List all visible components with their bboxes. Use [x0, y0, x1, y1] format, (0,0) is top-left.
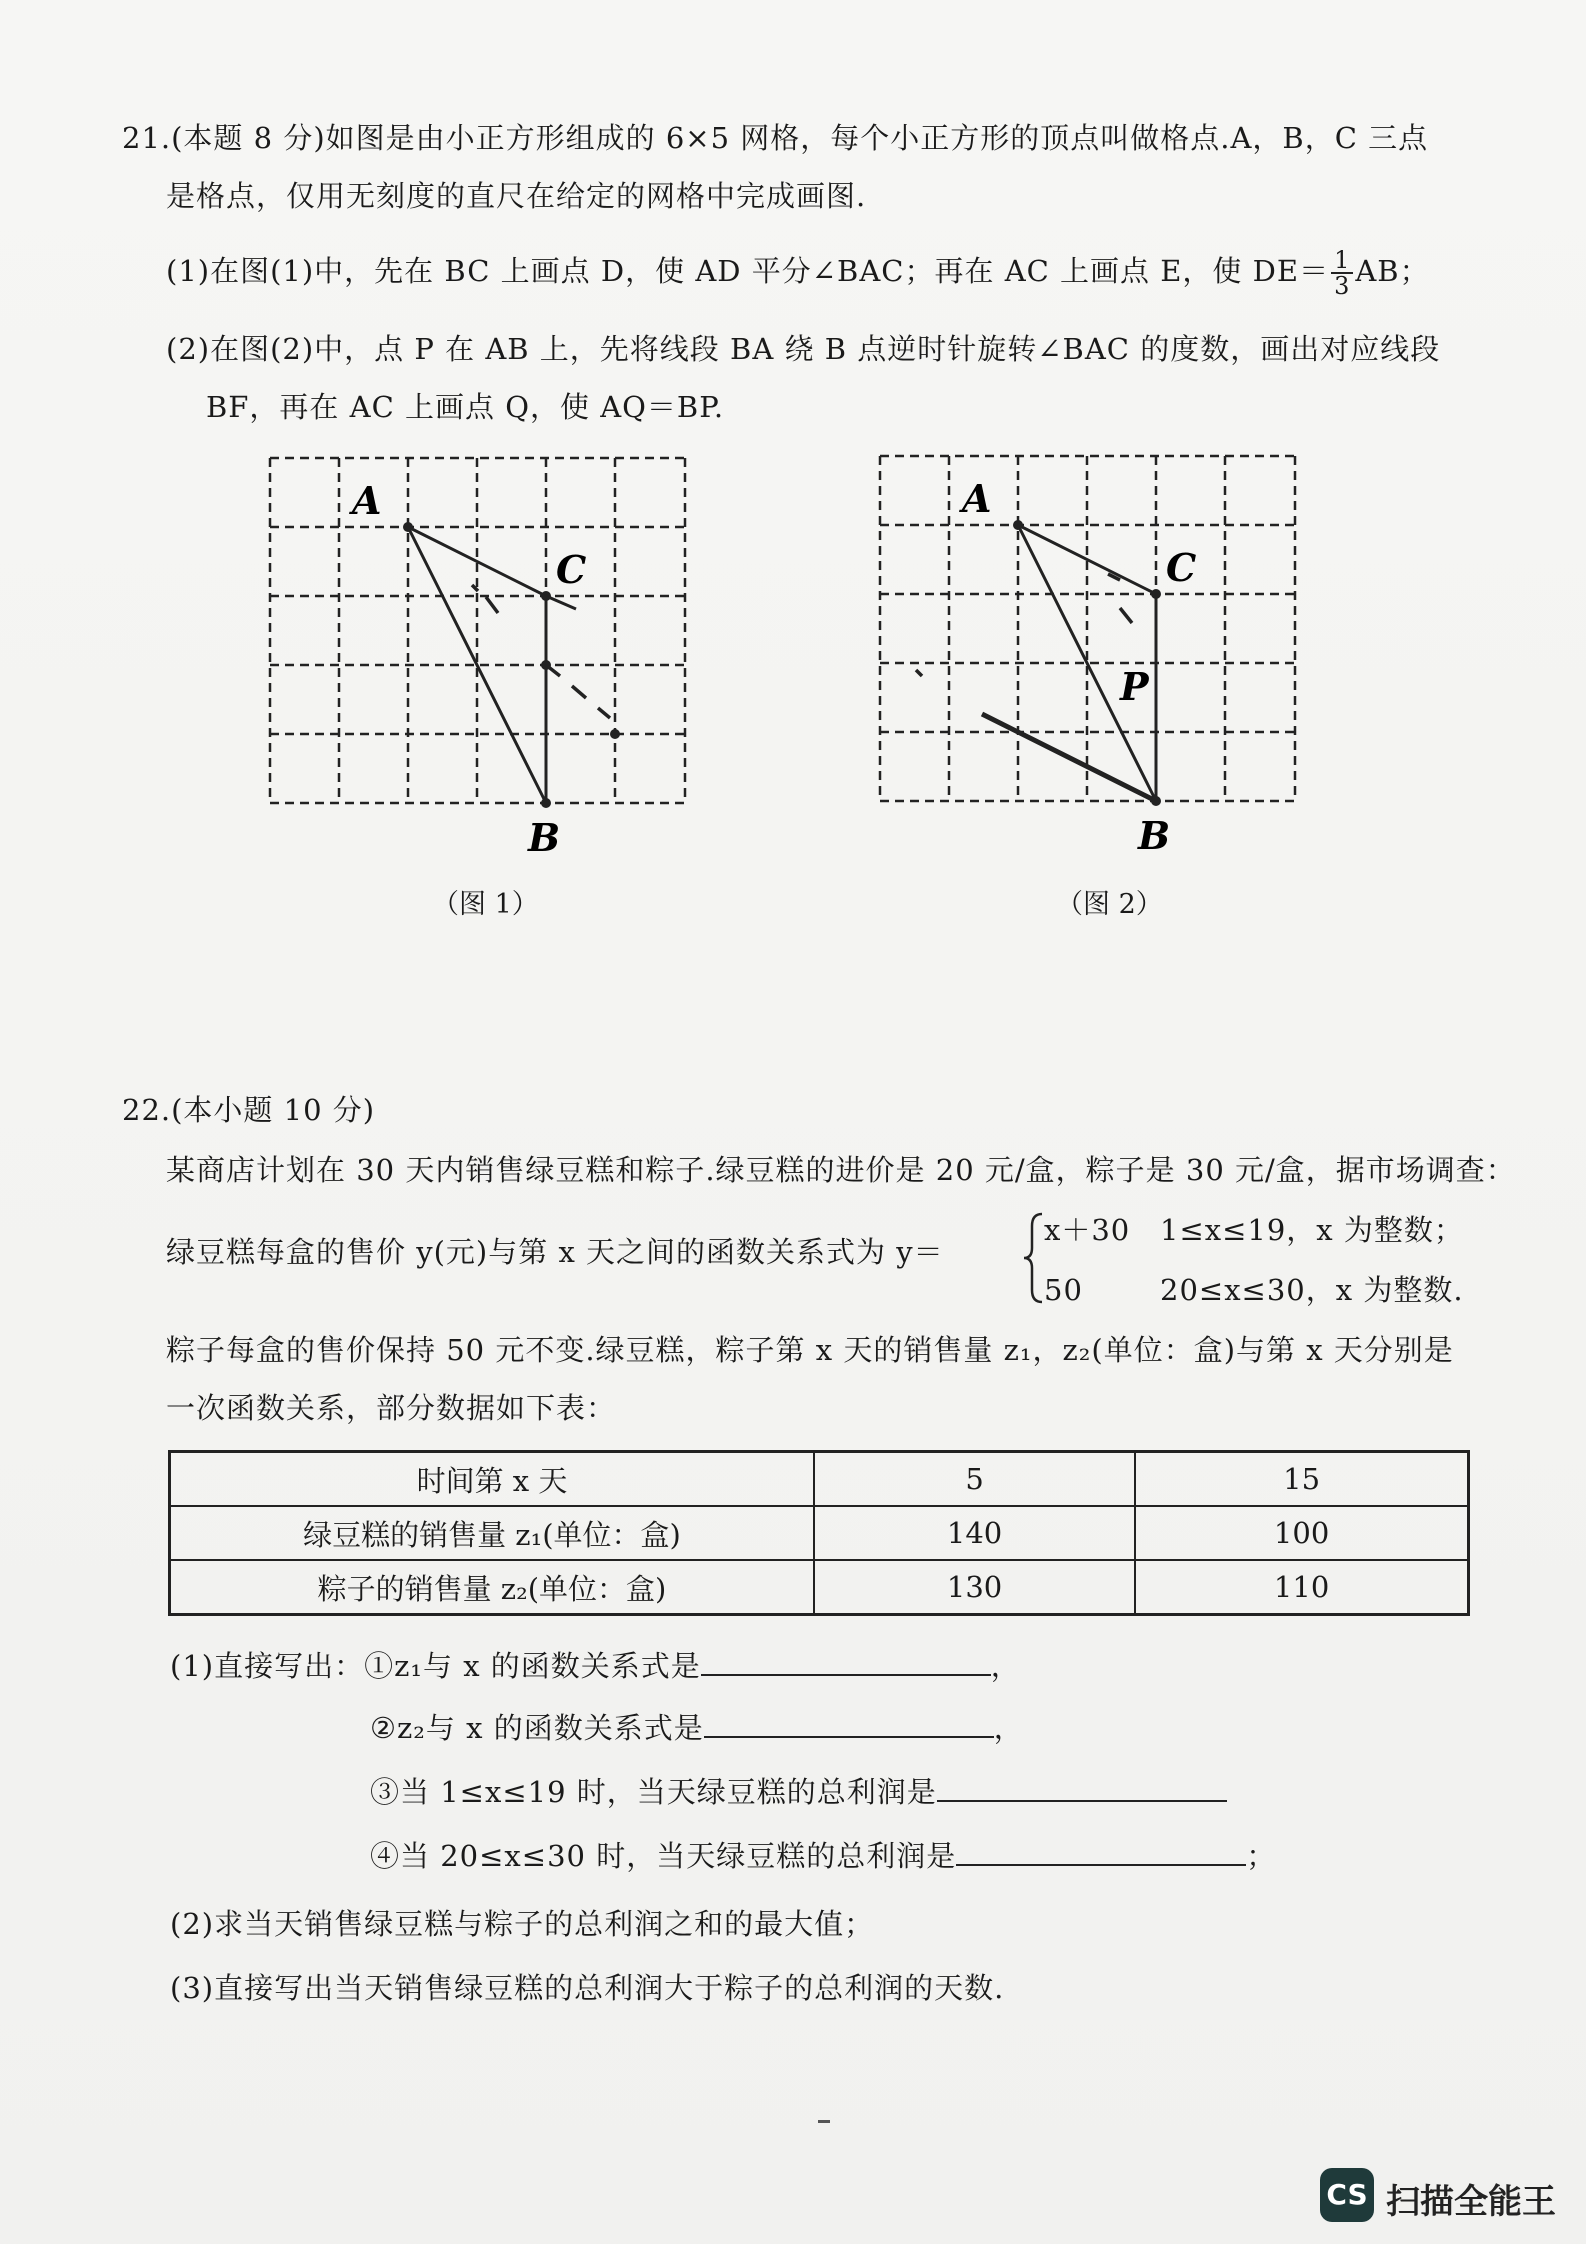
label-C: C [556, 547, 587, 592]
label-B: B [528, 815, 561, 860]
q22-sub4-text: ④当 20≤x≤30 时，当天绿豆糕的总利润是 [370, 1839, 957, 1873]
answer-blank[interactable] [701, 1644, 991, 1676]
table-cell: 100 [1135, 1506, 1468, 1560]
answer-blank[interactable] [937, 1770, 1227, 1802]
q21-part1-tail: AB； [1355, 254, 1430, 288]
piecewise-case1-expr: x＋30 [1044, 1213, 1131, 1247]
q21-head-line2: 是格点，仅用无刻度的直尺在给定的网格中完成画图. [166, 179, 867, 213]
label-B: B [1138, 813, 1171, 858]
label-A: A [962, 476, 992, 521]
table-row [170, 1560, 1469, 1615]
point-C-dot [1151, 589, 1161, 599]
point-A-dot [1013, 520, 1023, 530]
q22-sub4 [370, 1834, 1276, 1876]
q22-line3: 粽子每盒的售价保持 50 元不变.绿豆糕，粽子第 x 天的销售量 z₁，z₂(单位：盒)与第 x 天分别是 [166, 1333, 1454, 1367]
q22-line1: 某商店计划在 30 天内销售绿豆糕和粽子.绿豆糕的进价是 20 元/盒，粽子是 30 元/盒，据市场调查： [166, 1153, 1516, 1187]
q21-part2-line2: BF，再在 AC 上画点 Q，使 AQ＝BP. [206, 390, 725, 424]
q21-part1 [166, 248, 1430, 298]
q21-part2: (2)在图(2)中，点 P 在 AB 上，先将线段 BA 绕 B 点逆时针旋转∠BAC 的度数，画出对应线段 [166, 332, 1441, 366]
figure-2-caption: （图 2） [1056, 889, 1163, 920]
q22-sub5: (2)求当天销售绿豆糕与粽子的总利润之和的最大值； [170, 1907, 875, 1941]
piecewise-case2-expr: 50 [1044, 1273, 1083, 1307]
grid-point-dot [610, 729, 620, 739]
table-cell: 粽子的销售量 z₂(单位：盒) [170, 1560, 814, 1615]
point-B-dot [541, 798, 551, 808]
figure-1-grid [260, 448, 700, 868]
q22-sub2-end: ， [993, 1711, 1024, 1745]
camscanner-watermark: 扫描全能王 [1386, 2182, 1556, 2222]
table-cell: 110 [1135, 1560, 1468, 1615]
q22-sub2-text: ②z₂与 x 的函数关系式是 [370, 1711, 704, 1745]
q22-sub4-end: ； [1246, 1839, 1277, 1873]
label-P: P [1120, 664, 1149, 709]
fraction-one-third [1331, 248, 1353, 298]
q21-part1-text: (1)在图(1)中，先在 BC 上画点 D，使 AD 平分∠BAC；再在 AC 上画点 E，使 DE＝ [166, 254, 1330, 288]
q21-head: 21.(本题 8 分)如图是由小正方形组成的 6×5 网格，每个小正方形的顶点叫做格点.A，B，C 三点 [122, 121, 1429, 155]
q22-head: 22.(本小题 10 分) [122, 1093, 376, 1127]
table-cell: 5 [814, 1452, 1135, 1507]
point-B-dot [1151, 796, 1161, 806]
answer-blank[interactable] [704, 1706, 994, 1738]
table-row [170, 1506, 1469, 1560]
table-cell: 时间第 x 天 [170, 1452, 814, 1507]
fraction-denominator: 3 [1334, 272, 1351, 300]
answer-blank[interactable] [956, 1834, 1246, 1866]
table-cell: 140 [814, 1506, 1135, 1560]
table-cell: 15 [1135, 1452, 1468, 1507]
label-C: C [1166, 545, 1197, 590]
q22-sub1 [170, 1644, 1021, 1686]
q22-sub1-text: (1)直接写出：①z₁与 x 的函数关系式是 [170, 1649, 701, 1683]
q22-sub2 [370, 1706, 1024, 1748]
piecewise-case2-cond: 20≤x≤30，x 为整数. [1160, 1273, 1464, 1307]
table-cell: 130 [814, 1560, 1135, 1615]
q22-sub1-end: ， [990, 1649, 1021, 1683]
figure-2-grid [870, 448, 1310, 868]
figure-1-caption: （图 1） [432, 889, 539, 920]
q22-line2: 绿豆糕每盒的售价 y(元)与第 x 天之间的函数关系式为 y＝ [166, 1235, 944, 1269]
q22-sub3-text: ③当 1≤x≤19 时，当天绿豆糕的总利润是 [370, 1775, 937, 1809]
piecewise-case1-cond: 1≤x≤19，x 为整数； [1160, 1213, 1464, 1247]
figure-2-gridlines [880, 456, 1295, 801]
grid-point-dot [541, 660, 551, 670]
q22-sub3 [370, 1770, 1227, 1812]
page-mark [818, 2120, 830, 2123]
fraction-numerator: 1 [1331, 248, 1353, 274]
camscanner-logo: CS [1320, 2168, 1374, 2222]
piecewise-brace-icon [1022, 1210, 1046, 1306]
segment-BF [982, 714, 1156, 801]
point-A-dot [403, 522, 413, 532]
table-row [170, 1452, 1469, 1507]
point-C-dot [541, 591, 551, 601]
sales-table [168, 1450, 1470, 1616]
q22-line4: 一次函数关系，部分数据如下表： [166, 1391, 617, 1425]
table-cell: 绿豆糕的销售量 z₁(单位：盒) [170, 1506, 814, 1560]
q22-sub6: (3)直接写出当天销售绿豆糕的总利润大于粽子的总利润的天数. [170, 1971, 1005, 2005]
figure-1-gridlines [270, 458, 685, 803]
label-A: A [352, 478, 382, 523]
